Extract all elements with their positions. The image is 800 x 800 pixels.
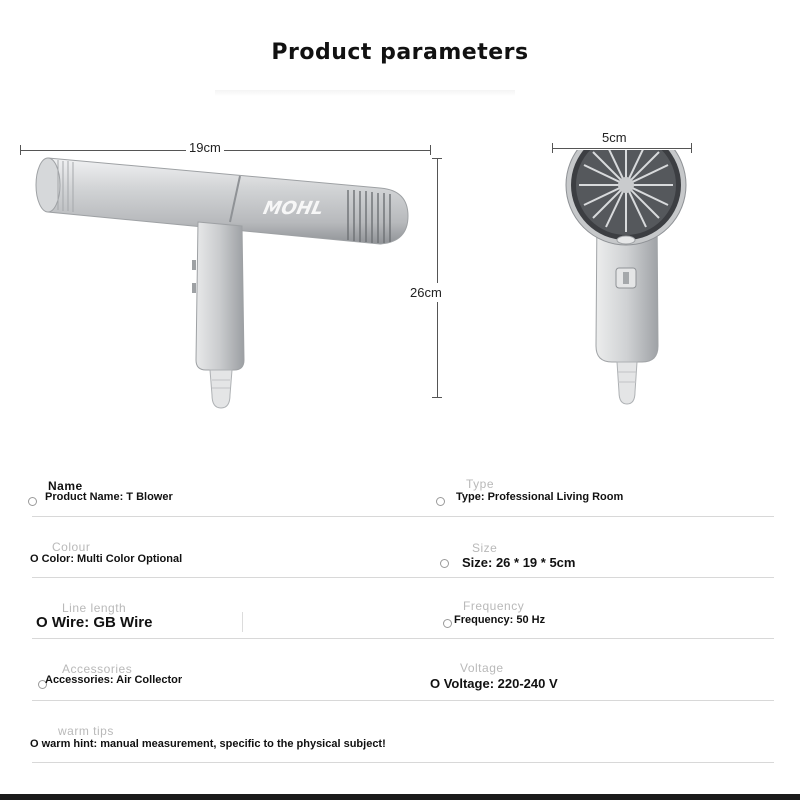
brand-logo: MOHL xyxy=(261,198,326,219)
accessories-label: Accessories xyxy=(62,662,133,676)
voltage-value: O Voltage: 220-240 V xyxy=(430,676,558,691)
line-length-value: O Wire: GB Wire xyxy=(36,614,153,631)
size-bullet-icon xyxy=(440,559,449,568)
page-title: Product parameters xyxy=(271,40,529,65)
name-value: Product Name: T Blower xyxy=(45,491,173,503)
front-width-tick-right xyxy=(691,143,692,153)
width-tick-right xyxy=(430,145,431,155)
width-dimension-label: 19cm xyxy=(186,140,224,155)
height-dimension-label: 26cm xyxy=(410,285,442,300)
name-label: Name xyxy=(48,479,83,493)
hair-dryer-front-image xyxy=(560,150,690,410)
frequency-bullet-icon xyxy=(443,619,452,628)
type-label: Type xyxy=(466,477,495,491)
size-value: Size: 26 * 19 * 5cm xyxy=(462,555,576,570)
warm-tips-label: warm tips xyxy=(58,724,114,738)
size-label: Size xyxy=(472,541,498,555)
row-divider xyxy=(32,762,774,763)
line-length-label: Line length xyxy=(62,601,127,615)
type-value: Type: Professional Living Room xyxy=(456,491,624,503)
title-underline xyxy=(215,90,515,96)
type-bullet-icon xyxy=(436,497,445,506)
frequency-value: Frequency: 50 Hz xyxy=(454,614,546,626)
front-width-dimension-label: 5cm xyxy=(602,130,627,145)
row-divider xyxy=(32,516,774,517)
row-divider xyxy=(32,577,774,578)
bottom-edge-bar xyxy=(0,794,800,800)
accessories-value: Accessories: Air Collector xyxy=(45,674,183,686)
frequency-label: Frequency xyxy=(463,599,525,613)
hair-dryer-side-image xyxy=(30,150,420,415)
value-box-edge xyxy=(212,612,243,632)
height-tick-top xyxy=(432,158,442,159)
name-bullet-icon xyxy=(28,497,37,506)
front-width-dimension-line xyxy=(552,148,692,149)
height-tick-bottom xyxy=(432,397,442,398)
height-dimension-line xyxy=(437,158,438,398)
colour-value: O Color: Multi Color Optional xyxy=(30,553,183,565)
warm-tips-value: O warm hint: manual measurement, specific to the physical subject! xyxy=(30,738,386,750)
row-divider xyxy=(32,700,774,701)
colour-label: Colour xyxy=(52,540,91,554)
row-divider xyxy=(32,638,774,639)
width-tick-left xyxy=(20,145,21,155)
front-width-tick-left xyxy=(552,143,553,153)
voltage-label: Voltage xyxy=(460,661,504,675)
